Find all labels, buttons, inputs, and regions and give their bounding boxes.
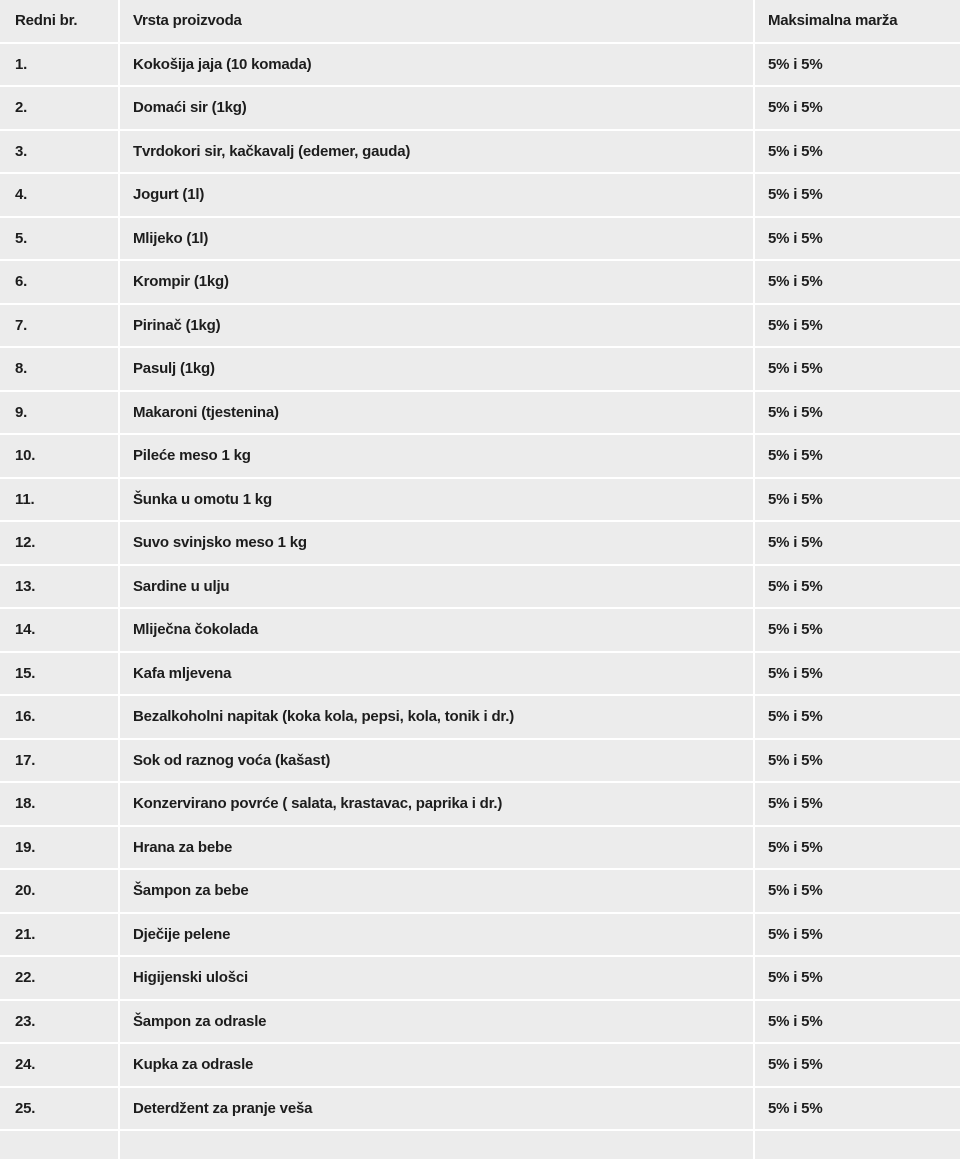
row-product-cell: Šampon za bebe	[120, 870, 753, 912]
row-product-cell: Tvrdokori sir, kačkavalj (edemer, gauda)	[120, 131, 753, 173]
row-ordinal-cell: 1.	[0, 44, 118, 86]
row-product-cell: Sardine u ulju	[120, 566, 753, 608]
row-margin-cell: 5% i 5%	[755, 522, 960, 564]
row-product-cell: Higijenski ulošci	[120, 957, 753, 999]
row-ordinal-cell: 25.	[0, 1088, 118, 1130]
row-ordinal-cell: 22.	[0, 957, 118, 999]
row-ordinal-cell: 14.	[0, 609, 118, 651]
row-margin-cell: 5% i 5%	[755, 1001, 960, 1043]
row-product-cell: Pasulj (1kg)	[120, 348, 753, 390]
row-ordinal-cell: 11.	[0, 479, 118, 521]
row-ordinal-cell: 15.	[0, 653, 118, 695]
row-margin-cell: 5% i 5%	[755, 609, 960, 651]
row-ordinal-cell: 10.	[0, 435, 118, 477]
row-ordinal-cell: 16.	[0, 696, 118, 738]
column-header-ordinal: Redni br.	[0, 0, 118, 42]
row-margin-cell: 5% i 5%	[755, 827, 960, 869]
row-ordinal-cell: 9.	[0, 392, 118, 434]
row-product-cell: Kupka za odrasle	[120, 1044, 753, 1086]
row-ordinal-cell: 2.	[0, 87, 118, 129]
row-margin-cell: 5% i 5%	[755, 740, 960, 782]
row-product-cell: Dječije pelene	[120, 914, 753, 956]
row-ordinal-cell: 8.	[0, 348, 118, 390]
row-product-cell: Pileće meso 1 kg	[120, 435, 753, 477]
row-product-cell: Konzervirano povrće ( salata, krastavac, paprika i dr.)	[120, 783, 753, 825]
row-ordinal-cell: 24.	[0, 1044, 118, 1086]
row-product-cell: Šampon za odrasle	[120, 1001, 753, 1043]
column-header-product: Vrsta proizvoda	[120, 0, 753, 42]
empty-row-margin-cell	[755, 1131, 960, 1159]
row-product-cell: Sok od raznog voća (kašast)	[120, 740, 753, 782]
row-margin-cell: 5% i 5%	[755, 435, 960, 477]
row-ordinal-cell: 21.	[0, 914, 118, 956]
row-ordinal-cell: 17.	[0, 740, 118, 782]
row-ordinal-cell: 6.	[0, 261, 118, 303]
row-margin-cell: 5% i 5%	[755, 348, 960, 390]
row-margin-cell: 5% i 5%	[755, 914, 960, 956]
empty-row-ordinal-cell	[0, 1131, 118, 1159]
row-ordinal-cell: 19.	[0, 827, 118, 869]
row-product-cell: Šunka u omotu 1 kg	[120, 479, 753, 521]
row-product-cell: Hrana za bebe	[120, 827, 753, 869]
row-margin-cell: 5% i 5%	[755, 1044, 960, 1086]
row-ordinal-cell: 4.	[0, 174, 118, 216]
row-margin-cell: 5% i 5%	[755, 131, 960, 173]
row-margin-cell: 5% i 5%	[755, 305, 960, 347]
row-margin-cell: 5% i 5%	[755, 566, 960, 608]
row-product-cell: Mlijeko (1l)	[120, 218, 753, 260]
row-product-cell: Deterdžent za pranje veša	[120, 1088, 753, 1130]
row-product-cell: Suvo svinjsko meso 1 kg	[120, 522, 753, 564]
row-ordinal-cell: 5.	[0, 218, 118, 260]
row-product-cell: Bezalkoholni napitak (koka kola, pepsi, kola, tonik i dr.)	[120, 696, 753, 738]
row-margin-cell: 5% i 5%	[755, 696, 960, 738]
row-margin-cell: 5% i 5%	[755, 392, 960, 434]
row-margin-cell: 5% i 5%	[755, 870, 960, 912]
row-ordinal-cell: 20.	[0, 870, 118, 912]
empty-row-product-cell	[120, 1131, 753, 1159]
row-margin-cell: 5% i 5%	[755, 653, 960, 695]
row-ordinal-cell: 3.	[0, 131, 118, 173]
row-margin-cell: 5% i 5%	[755, 44, 960, 86]
row-product-cell: Kokošija jaja (10 komada)	[120, 44, 753, 86]
row-ordinal-cell: 23.	[0, 1001, 118, 1043]
row-margin-cell: 5% i 5%	[755, 218, 960, 260]
row-ordinal-cell: 18.	[0, 783, 118, 825]
row-margin-cell: 5% i 5%	[755, 1088, 960, 1130]
row-ordinal-cell: 13.	[0, 566, 118, 608]
row-margin-cell: 5% i 5%	[755, 174, 960, 216]
row-margin-cell: 5% i 5%	[755, 957, 960, 999]
row-margin-cell: 5% i 5%	[755, 479, 960, 521]
row-product-cell: Mliječna čokolada	[120, 609, 753, 651]
row-ordinal-cell: 12.	[0, 522, 118, 564]
row-product-cell: Pirinač (1kg)	[120, 305, 753, 347]
row-margin-cell: 5% i 5%	[755, 261, 960, 303]
row-margin-cell: 5% i 5%	[755, 87, 960, 129]
row-product-cell: Jogurt (1l)	[120, 174, 753, 216]
row-product-cell: Kafa mljevena	[120, 653, 753, 695]
row-product-cell: Domaći sir (1kg)	[120, 87, 753, 129]
column-header-margin: Maksimalna marža	[755, 0, 960, 42]
row-margin-cell: 5% i 5%	[755, 783, 960, 825]
row-ordinal-cell: 7.	[0, 305, 118, 347]
row-product-cell: Makaroni (tjestenina)	[120, 392, 753, 434]
row-product-cell: Krompir (1kg)	[120, 261, 753, 303]
